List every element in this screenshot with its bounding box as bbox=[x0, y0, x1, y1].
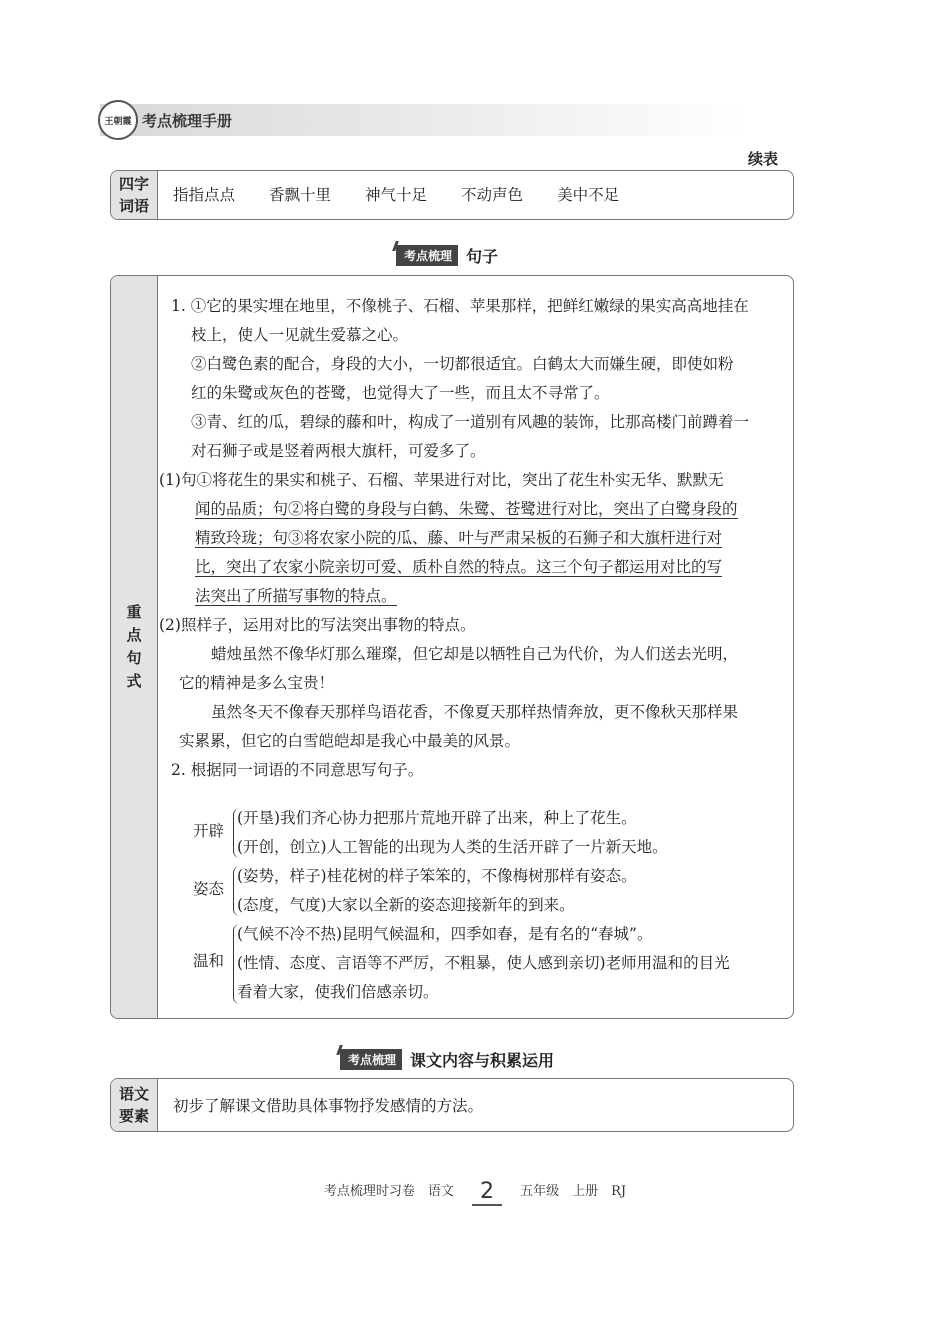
section-title-sentences bbox=[396, 244, 498, 267]
label-char: 句 bbox=[126, 649, 142, 667]
q3-line: 2. 根据同一词语的不同意思写句子。 bbox=[171, 761, 424, 779]
footer bbox=[0, 1176, 950, 1203]
example-line: 它的精神是多么宝贵！ bbox=[179, 674, 335, 692]
word-group-kaipi bbox=[193, 804, 783, 862]
footer-right: 五年级 上册 RJ bbox=[520, 1184, 627, 1199]
answer-line: (1)句①将花生的果实和桃子、石榴、苹果进行对比，突出了花生朴实无华、默默无 bbox=[159, 471, 724, 489]
language-elements-box bbox=[110, 1078, 794, 1132]
header-title: 考点梳理手册 bbox=[142, 112, 233, 130]
word-sentence: (姿势，样子)桂花树的样子笨笨的，不像梅树那样有姿态。 bbox=[237, 867, 637, 885]
answer-line bbox=[171, 582, 787, 611]
answer-text: 闻的品质；句②将白鹭的身段与白鹤、朱鹭、苍鹭进行对比，突出了白鹭身段的 bbox=[195, 500, 738, 518]
key-sentences-label bbox=[111, 276, 158, 1018]
word-sentence: (性情、态度、言语等不严厉，不粗暴，使人感到亲切)老师用温和的目光 bbox=[237, 954, 730, 972]
label-line: 语文 bbox=[118, 1085, 149, 1103]
label-line: 词语 bbox=[118, 197, 149, 215]
phrases-list bbox=[173, 183, 619, 205]
q1-line: 1. ①它的果实埋在地里，不像桃子、石榴、苹果那样，把鲜红嫩绿的果实高高地挂在 bbox=[171, 297, 749, 315]
word-sentence: (开创，创立)人工智能的出现为人类的生活开辟了一片新天地。 bbox=[237, 838, 668, 856]
logo bbox=[98, 100, 138, 140]
language-elements-label bbox=[111, 1079, 158, 1131]
key-sentences-box bbox=[110, 275, 794, 1019]
section-title-content bbox=[340, 1048, 554, 1071]
phrases-box bbox=[110, 170, 794, 220]
q1-line: 枝上，使人一见就生爱慕之心。 bbox=[191, 326, 409, 344]
logo-text: 王朝霞 bbox=[104, 116, 132, 127]
answer-line bbox=[171, 553, 787, 582]
word-group-wenhe bbox=[193, 920, 783, 1008]
word-sentence: (态度，气度)大家以全新的姿态迎接新年的到来。 bbox=[237, 896, 575, 914]
word-sentence: (气候不冷不热)昆明气候温和，四季如春，是有名的“春城”。 bbox=[237, 925, 653, 943]
answer-line bbox=[171, 524, 787, 553]
section-heading: 课文内容与积累运用 bbox=[410, 1051, 555, 1070]
language-elements-text: 初步了解课文借助具体事物抒发感情的方法。 bbox=[173, 1097, 484, 1115]
answer-text: 比，突出了农家小院亲切可爱、质朴自然的特点。这三个句子都运用对比的写 bbox=[195, 558, 723, 576]
label-line: 四字 bbox=[118, 175, 149, 193]
page-number: 2 bbox=[472, 1179, 502, 1206]
key-sentences-content bbox=[159, 292, 787, 785]
label-char: 重 bbox=[126, 603, 142, 621]
section-tag: 考点梳理 bbox=[396, 245, 458, 266]
answer-text: 精致玲珑；句③将农家小院的瓜、藤、叶与严肃呆板的石狮子和大旗杆进行对 bbox=[195, 529, 723, 547]
example-line: 蜡烛虽然不像华灯那么璀璨，但它却是以牺牲自己为代价，为人们送去光明， bbox=[211, 645, 739, 663]
word-label: 温和 bbox=[193, 952, 225, 970]
answer-line bbox=[171, 495, 787, 524]
phrase-item: 指指点点 bbox=[173, 186, 236, 204]
q2-line: (2)照样子，运用对比的写法突出事物的特点。 bbox=[159, 616, 476, 634]
s2-line: ②白鹭色素的配合，身段的大小，一切都很适宜。白鹤太大而嫌生硬，即使如粉 bbox=[191, 355, 734, 373]
phrase-item: 美中不足 bbox=[557, 186, 620, 204]
section-heading: 句子 bbox=[466, 247, 499, 266]
word-label: 姿态 bbox=[193, 880, 225, 898]
label-char: 式 bbox=[126, 672, 142, 690]
label-line: 要素 bbox=[118, 1107, 149, 1125]
phrase-item: 香飘十里 bbox=[269, 186, 332, 204]
phrase-item: 不动声色 bbox=[461, 186, 524, 204]
s3-line: ③青、红的瓜，碧绿的藤和叶，构成了一道别有风趣的装饰，比那高楼门前蹲着一 bbox=[191, 413, 750, 431]
word-group-zitai bbox=[193, 862, 783, 920]
word-sentence: (开垦)我们齐心协力把那片荒地开辟了出来，种上了花生。 bbox=[237, 809, 637, 827]
label-char: 点 bbox=[126, 626, 142, 644]
phrases-label bbox=[111, 171, 158, 219]
continued-label: 续表 bbox=[747, 150, 778, 168]
answer-text: 法突出了所描写事物的特点。 bbox=[195, 587, 397, 605]
example-line: 虽然冬天不像春天那样鸟语花香，不像夏天那样热情奔放，更不像秋天那样果 bbox=[211, 703, 739, 721]
word-label: 开辟 bbox=[193, 822, 225, 840]
s2-line: 红的朱鹭或灰色的苍鹭，也觉得大了一些，而且太不寻常了。 bbox=[191, 384, 610, 402]
phrase-item: 神气十足 bbox=[365, 186, 428, 204]
word-sentence: 看着大家，使我们倍感亲切。 bbox=[237, 983, 439, 1001]
section-tag: 考点梳理 bbox=[340, 1049, 402, 1070]
example-line: 实累累，但它的白雪皑皑却是我心中最美的风景。 bbox=[179, 732, 521, 750]
footer-left: 考点梳理时习卷 语文 bbox=[323, 1184, 454, 1199]
s3-line: 对石狮子或是竖着两根大旗杆，可爱多了。 bbox=[191, 442, 486, 460]
